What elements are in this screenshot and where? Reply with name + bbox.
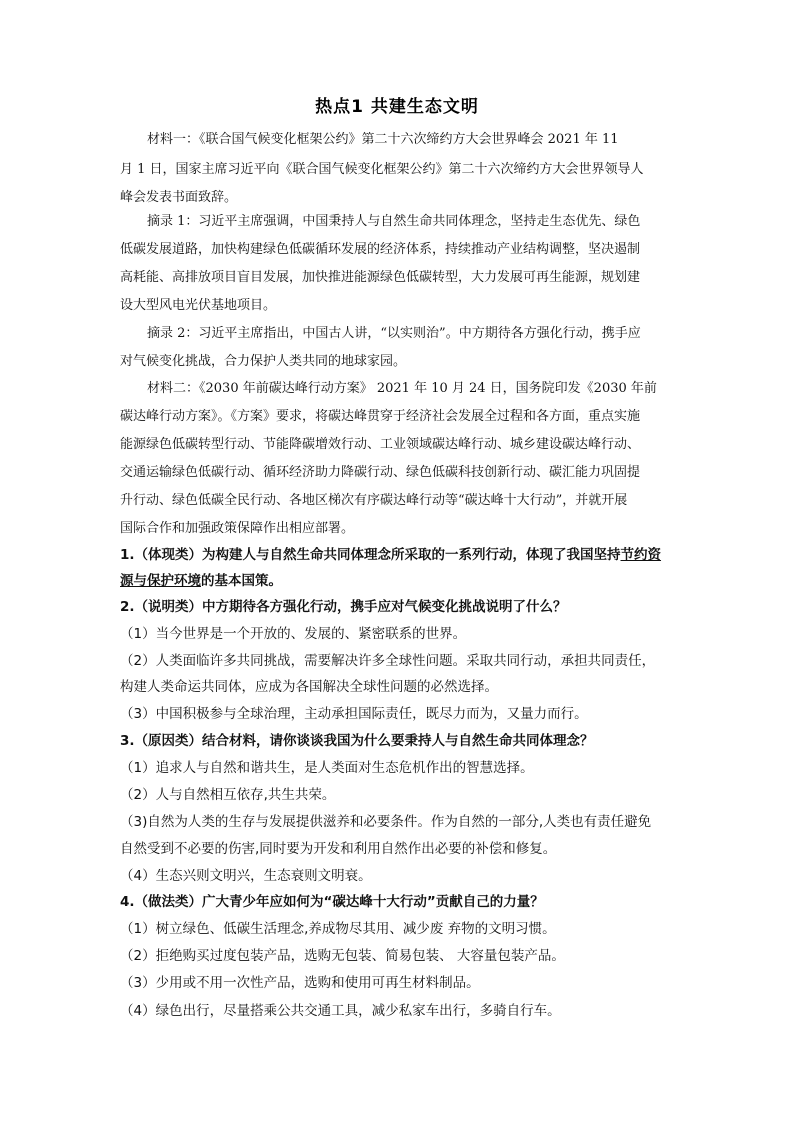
question-3-answer-4: （4）生态兴则文明兴，生态衰则文明衰。 [120,868,372,884]
question-2-answer-2: （2）人类面临许多共同挑战，需要解决许多全球性问题。采取共同行动，承担共同责任， [120,653,656,669]
material-1-line-3: 峰会发表书面致辞。 [120,190,238,205]
excerpt-2-line-1: 摘录 2：习近平主席指出，中国古人讲，“以实则治”。中方期待各方强化行动，携手应 [147,326,641,341]
question-4-answer-4: （4）绿色出行，尽量搭乘公共交通工具，减少私家车出行，多骑自行车。 [120,1003,561,1019]
material-2-line-3: 能源绿色低碳转型行动、节能降碳增效行动、工业领域碳达峰行动、城乡建设碳达峰行动、 [120,437,641,452]
question-1-answer-part-1: 节约资 [620,547,662,563]
question-4-answer-1: （1）树立绿色、低碳生活理念,养成物尽其用、减少废 弃物的文明习惯。 [120,921,556,937]
material-1-line-1: 材料一：《联合国气候变化框架公约》第二十六次缔约方大会世界峰会 2021 年 11 [147,132,619,147]
excerpt-1-line-1: 摘录 1：习近平主席强调，中国秉持人与自然生命共同体理念，坚持走生态优先、绿色 [147,214,641,229]
question-1-line-1 [120,545,661,565]
excerpt-1-line-2: 低碳发展道路，加快构建绿色低碳循环发展的经济体系，持续推动产业结构调整，坚决遏制 [120,242,641,257]
question-4-answer-3: （3）少用或不用一次性产品，选购和使用可再生材料制品。 [120,975,480,991]
page-title: 热点1 共建生态文明 [315,97,479,117]
excerpt-1-line-3: 高耗能、高排放项目盲目发展，加快推进能源绿色低碳转型，大力发展可再生能源，规划建 [120,270,641,285]
material-2-line-5: 升行动、绿色低碳全民行动、各地区梯次有序碳达峰行动等“碳达峰十大行动”，并就开展 [120,493,628,508]
question-4: 4.（做法类）广大青少年应如何为“碳达峰十大行动”贡献自己的力量？ [120,894,544,910]
question-1-line-2 [120,571,282,591]
material-2-line-6: 国际合作和加强政策保障作出相应部署。 [120,521,355,536]
excerpt-2-line-2: 对气候变化挑战，合力保护人类共同的地球家园。 [120,354,407,369]
question-1-text: 1.（体现类）为构建人与自然生命共同体理念所采取的一系列行动，体现了我国坚持 [120,547,621,563]
material-2-line-2: 碳达峰行动方案》。《方案》要求，将碳达峰贯穿于经济社会发展全过程和各方面，重点实施 [120,409,641,424]
question-2-answer-2-cont: 构建人类命运共同体，应成为各国解决全球性问题的必然选择。 [120,679,498,695]
question-3-answer-1: （1）追求人与自然和谐共生，是人类面对生态危机作出的智慧选择。 [120,760,534,776]
question-4-answer-2: （2）拒绝购买过度包装产品，选购无包装、简易包装、 大容量包装产品。 [120,948,565,964]
question-3-answer-2: （2）人与自然相互依存,共生共荣。 [120,787,336,803]
material-1-line-2: 月 1 日，国家主席习近平向《联合国气候变化框架公约》第二十六次缔约方大会世界领导人 [120,162,644,177]
question-3: 3.（原因类）结合材料，请你谈谈我国为什么要秉持人与自然生命共同体理念？ [120,733,594,749]
question-1-answer-part-2: 源与保护环境 [120,573,201,589]
material-2-line-1: 材料二：《2030 年前碳达峰行动方案》 2021 年 10 月 24 日，国务院印发《2030 年前 [147,381,657,396]
question-2: 2.（说明类）中方期待各方强化行动，携手应对气候变化挑战说明了什么？ [120,599,567,615]
question-2-answer-3: （3）中国积极参与全球治理，主动承担国际责任，既尽力而为，又量力而行。 [120,706,588,722]
question-2-answer-1: （1）当今世界是一个开放的、发展的、紧密联系的世界。 [120,626,467,642]
excerpt-1-line-4: 设大型风电光伏基地项目。 [120,298,277,313]
question-1-text-end: 的基本国策。 [201,573,282,589]
question-3-answer-3-cont: 自然受到不必要的伤害,同时要为开发和利用自然作出必要的补偿和修复。 [120,841,557,857]
material-2-line-4: 交通运输绿色低碳行动、循环经济助力降碳行动、绿色低碳科技创新行动、碳汇能力巩固提 [120,465,641,480]
question-3-answer-3: （3)自然为人类的生存与发展提供滋养和必要条件。作为自然的一部分,人类也有责任避免 [120,814,652,830]
